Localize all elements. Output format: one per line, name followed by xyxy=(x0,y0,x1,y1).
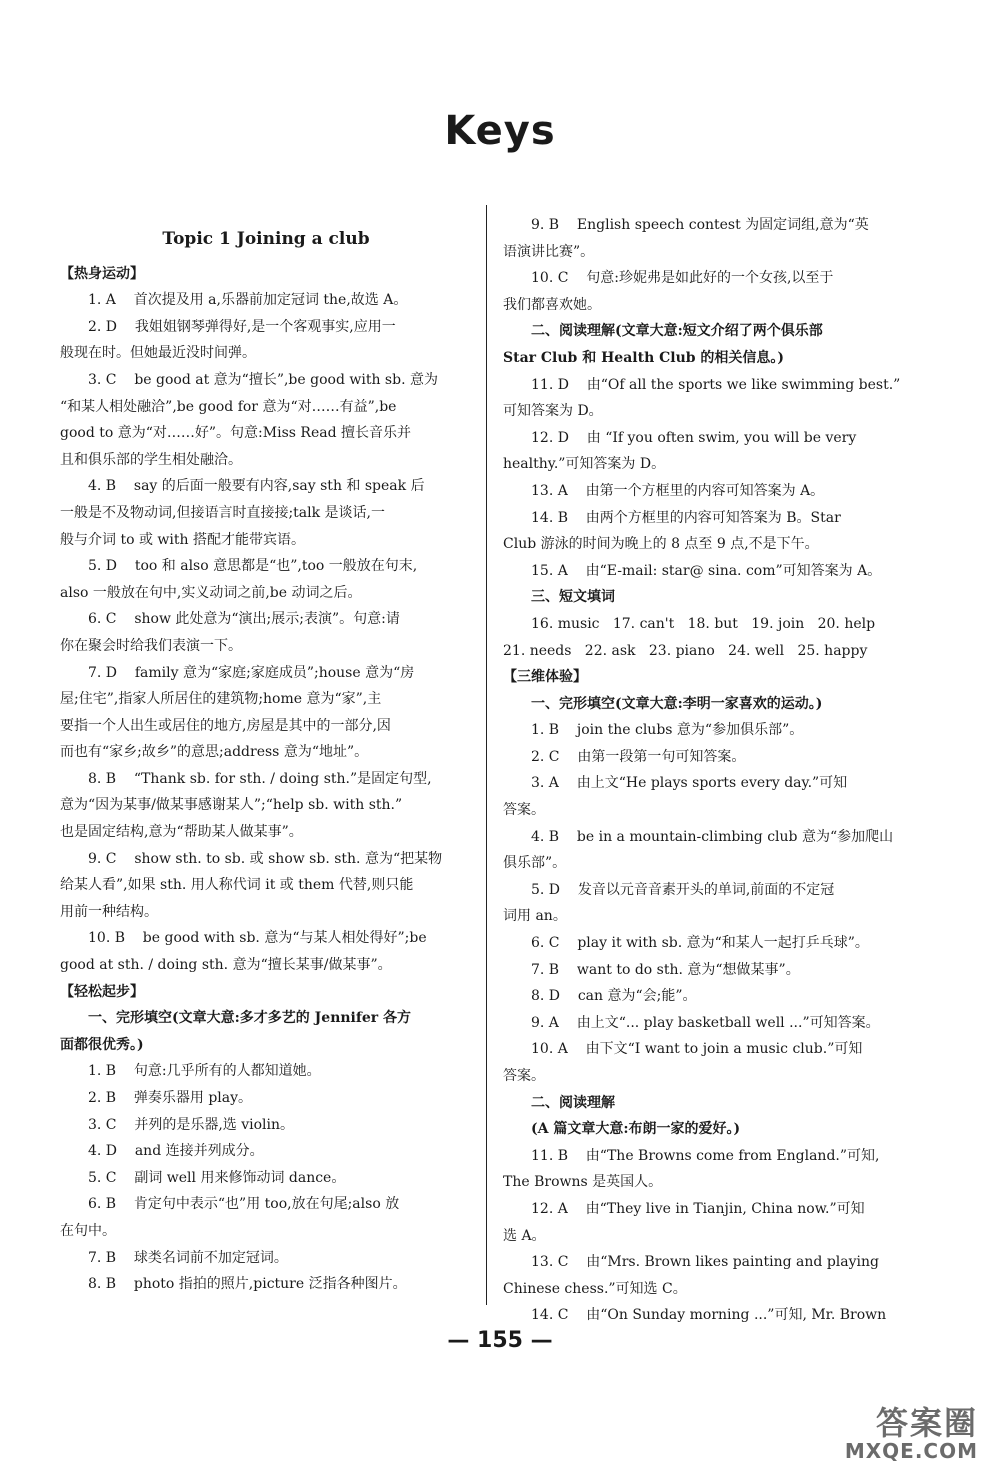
answer-line: 答案。 xyxy=(503,802,545,819)
answer-line: 11. D 由“Of all the sports we like swimming best.” xyxy=(531,376,901,393)
answer-line: 4. D and 连接并列成分。 xyxy=(88,1143,264,1160)
answer-line: 二、阅读理解 xyxy=(531,1094,615,1111)
answer-line: 且和俱乐部的学生相处融洽。 xyxy=(60,451,242,468)
answer-line: 9. A 由上文“... play basketball well ...”可知答案。 xyxy=(531,1014,880,1031)
answer-line: “和某人相处融洽”,be good for 意为“对……有益”,be xyxy=(60,398,397,415)
answer-line: 可知答案为 D。 xyxy=(503,403,603,420)
page-title: Keys xyxy=(444,108,556,154)
right-column xyxy=(503,212,915,1329)
answer-line: 14. C 由“On Sunday morning ...”可知, Mr. Brown xyxy=(531,1307,887,1324)
answer-line: 给某人看”,如果 sth. 用人称代词 it 或 them 代替,则只能 xyxy=(60,877,414,894)
answer-line: 2. B 弹奏乐器用 play。 xyxy=(88,1090,253,1106)
answer-line: 3. A 由上文“He plays sports every day.”可知 xyxy=(531,775,848,792)
answer-line: 8. B “Thank sb. for sth. / doing sth.”是固定句型, xyxy=(88,770,432,787)
answer-line: 意为“因为某事/做某事感谢某人”;“help sb. with sth.” xyxy=(60,797,403,814)
answer-line: 【轻松起步】 xyxy=(60,983,144,1000)
answer-line: 1. B join the clubs 意为“参加俱乐部”。 xyxy=(531,722,804,739)
answer-line: 6. C show 此处意为“演出;展示;表演”。句意:请 xyxy=(88,611,400,628)
answer-line: Star Club 和 Health Club 的相关信息。) xyxy=(503,349,785,366)
answer-line: 俱乐部”。 xyxy=(503,855,567,872)
answer-line: 10. A 由下文“I want to join a music club.”可知 xyxy=(531,1041,863,1058)
answer-line: 答案。 xyxy=(503,1068,545,1084)
answer-line: 7. B want to do sth. 意为“想做某事”。 xyxy=(531,961,800,978)
answer-line: 要指一个人出生或居住的地方,房屋是其中的一部分,因 xyxy=(60,717,391,734)
answer-line: 7. B 球类名词前不加定冠词。 xyxy=(88,1249,288,1266)
answer-line: 6. B 肯定句中表示“也”用 too,放在句尾;also 放 xyxy=(88,1196,400,1213)
answer-line: 词用 an。 xyxy=(503,908,567,925)
answer-line: 而也有“家乡;故乡”的意思;address 意为“地址”。 xyxy=(60,744,369,761)
answer-line: 也是固定结构,意为“帮助某人做某事”。 xyxy=(60,824,303,841)
watermark-logo-text: 答案圈 xyxy=(875,1404,978,1442)
answer-line: 5. D too 和 also 意思都是“也”,too 一般放在句末, xyxy=(88,558,418,575)
answer-line: 7. D family 意为“家庭;家庭成员”;house 意为“房 xyxy=(88,664,415,681)
answer-line: 4. B be in a mountain-climbing club 意为“参加爬山 xyxy=(531,828,894,845)
answer-line: 13. A 由第一个方框里的内容可知答案为 A。 xyxy=(531,482,825,499)
topic-title: Topic 1 Joining a club xyxy=(162,229,370,249)
answer-line: 般与介词 to 或 with 搭配才能带宾语。 xyxy=(60,531,305,548)
answer-line: (A 篇文章大意:布朗一家的爱好。) xyxy=(531,1121,741,1138)
answer-line: 11. B 由“The Browns come from England.”可知, xyxy=(531,1147,880,1164)
answer-line: 2. D 我姐姐钢琴弹得好,是一个客观事实,应用一 xyxy=(88,318,396,335)
answer-line: 3. C be good at 意为“擅长”,be good with sb. 意为 xyxy=(88,371,438,388)
answer-line: 4. B say 的后面一般要有内容,say sth 和 speak 后 xyxy=(88,478,425,495)
answer-line: Club 游泳的时间为晚上的 8 点至 9 点,不是下午。 xyxy=(503,536,819,553)
answer-line: 屋;住宅”,指家人所居住的建筑物;home 意为“家”,主 xyxy=(60,691,382,708)
answer-line: 9. C show sth. to sb. 或 show sb. sth. 意为“把某物 xyxy=(88,850,443,867)
answer-line: 15. A 由“E-mail: star@ sina. com”可知答案为 A。 xyxy=(531,562,882,579)
answer-line: 16. music 17. can't 18. but 19. join 20. help xyxy=(531,615,876,632)
answer-line: 9. B English speech contest 为固定词组,意为“英 xyxy=(531,217,869,233)
answer-line: 5. D 发音以元音音素开头的单词,前面的不定冠 xyxy=(531,881,835,898)
answer-line: 一、完形填空(文章大意:多才多艺的 Jennifer 各方 xyxy=(88,1010,412,1027)
watermark-site: MXQE.COM xyxy=(844,1438,978,1463)
answer-line: good at sth. / doing sth. 意为“擅长某事/做某事”。 xyxy=(60,957,392,974)
answer-line: 用前一种结构。 xyxy=(60,903,158,920)
page-number: — 155 — xyxy=(447,1328,553,1353)
watermark-logo xyxy=(844,1404,978,1463)
answer-line: 一般是不及物动词,但接语言时直接接;talk 是谈话,一 xyxy=(60,504,385,521)
answer-line: 10. C 句意:珍妮弗是如此好的一个女孩,以至于 xyxy=(531,270,834,287)
answer-line: 【三维体验】 xyxy=(503,669,587,686)
answer-line: 13. C 由“Mrs. Brown likes painting and playing xyxy=(531,1254,879,1271)
answer-line: 一、完形填空(文章大意:李明一家喜欢的运动。) xyxy=(531,695,823,712)
answer-line: Chinese chess.”可知选 C。 xyxy=(503,1280,687,1297)
answer-line: 你在聚会时给我们表演一下。 xyxy=(60,637,242,654)
right-answer-lines xyxy=(503,212,915,1329)
answer-line: 在句中。 xyxy=(60,1222,116,1239)
answer-line: 般现在时。但她最近没时间弹。 xyxy=(60,345,256,362)
answer-line: 12. A 由“They live in Tianjin, China now.”可知 xyxy=(531,1200,865,1217)
answer-line: 3. C 并列的是乐器,选 violin。 xyxy=(88,1116,295,1133)
answer-line: healthy.”可知答案为 D。 xyxy=(503,456,666,473)
answer-line: The Browns 是英国人。 xyxy=(503,1174,663,1191)
answer-line: 二、阅读理解(文章大意:短文介绍了两个俱乐部 xyxy=(531,323,823,340)
answer-line: 8. B photo 指拍的照片,picture 泛指各种图片。 xyxy=(88,1276,407,1293)
answer-line: 12. D 由 “If you often swim, you will be very xyxy=(531,429,857,446)
answer-line: 5. C 副词 well 用来修饰动词 dance。 xyxy=(88,1169,346,1186)
left-column xyxy=(60,212,472,1298)
answer-line: 【热身运动】 xyxy=(60,265,144,282)
answer-line: 2. C 由第一段第一句可知答案。 xyxy=(531,748,746,765)
answer-line: also 一般放在句中,实义动词之前,be 动词之后。 xyxy=(60,584,362,601)
answer-line: 21. needs 22. ask 23. piano 24. well 25. happy xyxy=(503,642,868,659)
answer-line: 语演讲比赛”。 xyxy=(503,243,595,260)
answer-line: good to 意为“对……好”。句意:Miss Read 擅长音乐并 xyxy=(60,425,411,442)
answer-line: 6. C play it with sb. 意为“和某人一起打乒乓球”。 xyxy=(531,935,869,952)
answer-line: 14. B 由两个方框里的内容可知答案为 B。Star xyxy=(531,509,841,526)
left-answer-lines xyxy=(60,261,472,1298)
answer-line: 1. A 首次提及用 a,乐器前加定冠词 the,故选 A。 xyxy=(88,292,408,309)
answer-line: 1. B 句意:几乎所有的人都知道她。 xyxy=(88,1063,321,1080)
answer-line: 8. D can 意为“会;能”。 xyxy=(531,988,697,1005)
answer-line: 10. B be good with sb. 意为“与某人相处得好”;be xyxy=(88,930,427,947)
column-divider xyxy=(486,205,487,1305)
answer-line: 三、短文填词 xyxy=(531,589,615,606)
answer-line: 面都很优秀。) xyxy=(60,1036,144,1053)
answer-line: 选 A。 xyxy=(503,1227,546,1244)
answer-line: 我们都喜欢她。 xyxy=(503,296,601,313)
